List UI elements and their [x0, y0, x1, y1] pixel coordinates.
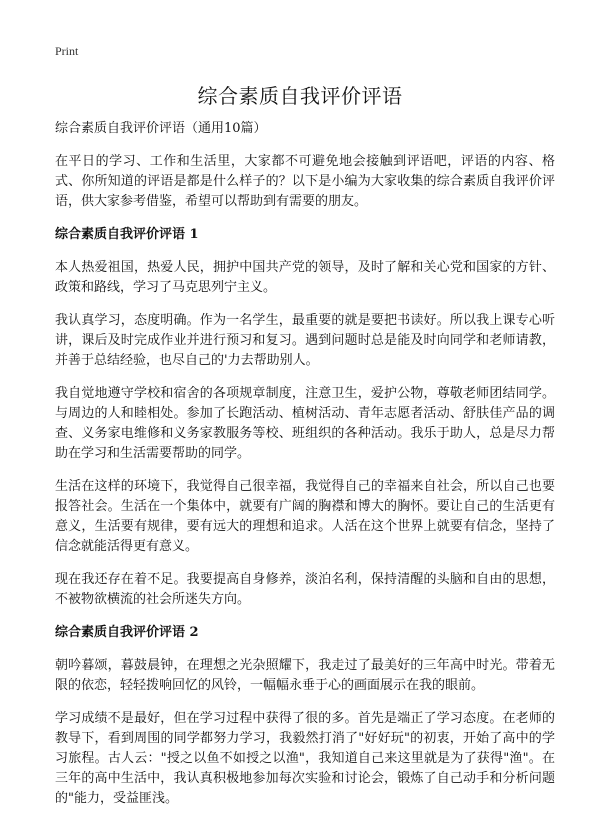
section-heading: 综合素质自我评价评语 1	[55, 227, 199, 242]
section-heading: 综合素质自我评价评语 2	[55, 625, 199, 640]
paragraph: 我自觉地遵守学校和宿舍的各项规章制度，注意卫生，爱护公物，尊敬老师团结同学。与周边的人和睦相处。参加了长跑活动、植树活动、青年志愿者活动、舒肤佳产品的调查、义务家电维修和义务家教服务等校、班组织的各种活动。我乐于助人，总是尽力帮助在学习和生活需要帮助的同学。	[55, 386, 555, 461]
document-body	[55, 119, 555, 822]
section-1	[55, 225, 555, 610]
paragraph: 本人热爱祖国，热爱人民，拥护中国共产党的领导，及时了解和关心党和国家的方针、政策和路线，学习了马克思列宁主义。	[55, 260, 555, 295]
paragraph: 生活在这样的环境下，我觉得自己很幸福，我觉得自己的幸福来自社会，所以自己也要报答社会。生活在一个集体中，就要有广阔的胸襟和博大的胸怀。要让自己的生活更有意义，生活要有规律，要有远大的理想和追求。人活在这个世界上就要有信念，坚持了信念就能活得更有意义。	[55, 479, 555, 554]
section-2	[55, 623, 555, 809]
paragraph: 学习成绩不是最好，但在学习过程中获得了很的多。首先是端正了学习态度。在老师的教导下，看到周围的同学都努力学习，我毅然打消了"好好玩"的初衷，开始了高中的学习旅程。古人云："授之以鱼不如授之以渔"，我知道自己来这里就是为了获得"渔"。在三年的高中生活中，我认真积极地参加每次实验和讨论会，锻炼了自己动手和分析问题的"能力，受益匪浅。	[55, 711, 555, 806]
document-subtitle: 综合素质自我评价评语（通用10篇）	[55, 121, 267, 136]
paragraph: 朝吟暮颂，暮鼓晨钟，在理想之光杂照耀下，我走过了最美好的三年高中时光。带着无限的依恋，轻轻拨响回忆的风铃，一幅幅永垂于心的画面展示在我的眼前。	[55, 658, 555, 693]
page-title: 综合素质自我评价评语	[197, 84, 403, 108]
paragraph: 我认真学习，态度明确。作为一名学生，最重要的就是要把书读好。所以我上课专心听讲，课后及时完成作业并进行预习和复习。遇到问题时总是能及时向同学和老师请教，并善于总结经验，也尽自己的'力去帮助别人。	[55, 313, 555, 368]
intro-paragraph: 在平日的学习、工作和生活里，大家都不可避免地会接触到评语吧，评语的内容、格式、你所知道的评语是都是什么样子的？以下是小编为大家收集的综合素质自我评价评语，供大家参考借鉴，希望可以帮助到有需要的朋友。	[55, 154, 555, 209]
print-link[interactable]: Print	[55, 44, 79, 58]
paragraph: 现在我还存在着不足。我要提高自身修养，淡泊名利，保持清醒的头脑和自由的思想，不被物欲横流的社会所迷失方向。	[55, 572, 555, 607]
